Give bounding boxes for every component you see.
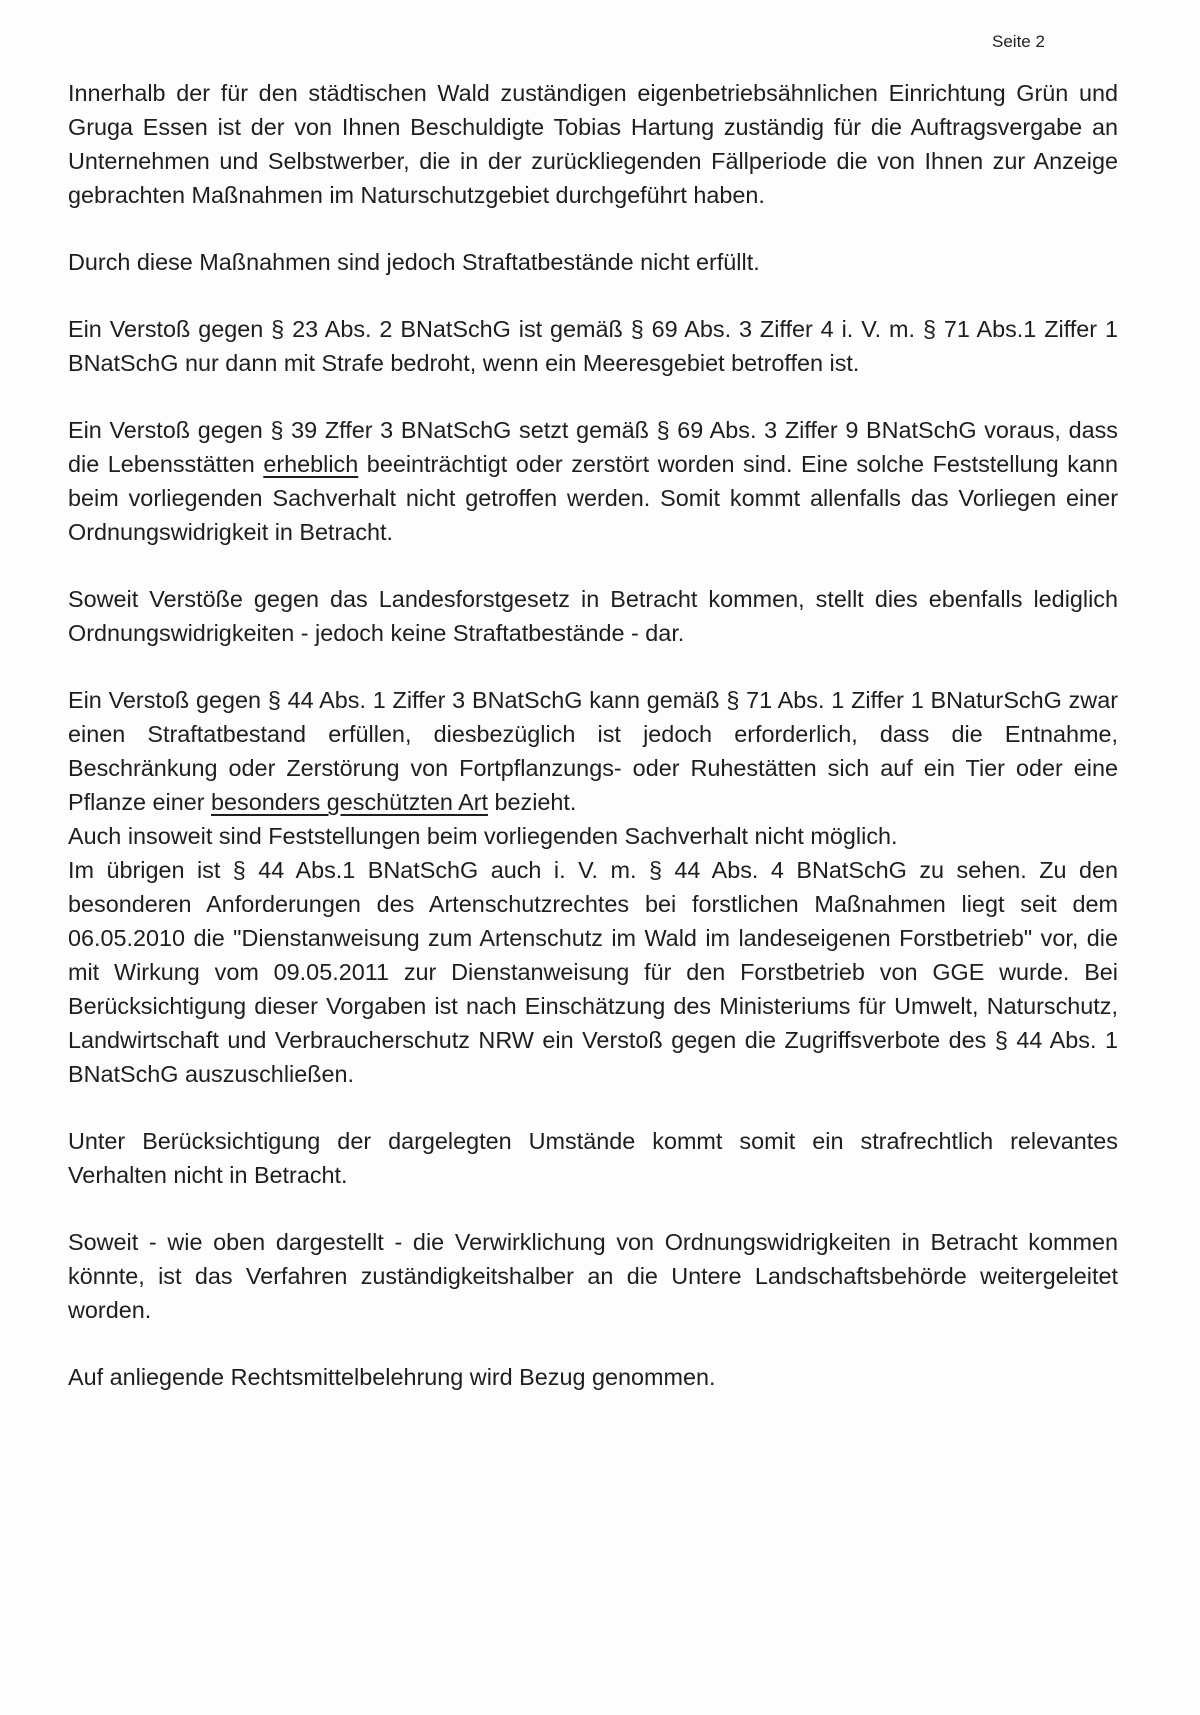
paragraph-section-39-text-before: Ein Verstoß gegen § 39 Zffer 3 BNatSchG setzt gemäß § 69 Abs. 3 Ziffer 9 BNatSchG voraus, dass die Lebensstätten [68,417,1118,477]
paragraph-no-offence: Durch diese Maßnahmen sind jedoch Straftatbestände nicht erfüllt. [68,249,760,275]
underlined-term-erheblich: erheblich [263,451,359,477]
paragraph-forwarded: Soweit - wie oben dargestellt - die Verwirklichung von Ordnungswidrigkeiten in Betracht kommen könnte, ist das Verfahren zuständigkeitshalber an die Untere Landschaftsbehörde weitergeleitet worden. [68,1229,1118,1323]
paragraph-section-39 [68,413,1118,549]
paragraph-section-44-text-before: Ein Verstoß gegen § 44 Abs. 1 Ziffer 3 BNatSchG kann gemäß § 71 Abs. 1 Ziffer 1 BNaturSchG zwar einen Straftatbestand erfüllen, diesbezüglich ist jedoch erforderlich, dass die Entnahme, Beschränkung oder Zerstörung von Fortpflanzungs- oder Ruhestätten sich auf ein Tier oder eine Pflanze einer [68,687,1118,815]
paragraph-landesforstgesetz: Soweit Verstöße gegen das Landesforstgesetz in Betracht kommen, stellt dies ebenfalls lediglich Ordnungswidrigkeiten - jedoch keine Straftatbestände - dar. [68,586,1118,646]
paragraph-section-39-text-after: beeinträchtigt oder zerstört worden sind. Eine solche Feststellung kann beim vorliegenden Sachverhalt nicht getroffen werden. Somit kommt allenfalls das Vorliegen einer Ordnungswidrigkeit in Betracht. [68,451,1118,545]
paragraph-responsibility: Innerhalb der für den städtischen Wald zuständigen eigenbetriebsähnlichen Einrichtung Grün und Gruga Essen ist der von Ihnen Beschuldigte Tobias Hartung zuständig für die Auftragsvergabe an Unternehmen und Selbstwerber, die in der zurückliegenden Fällperiode die von Ihnen zur Anzeige gebrachten Maßnahmen im Naturschutzgebiet durchgeführt haben. [68,80,1118,208]
paragraph-section-44 [68,683,1118,819]
paragraph-no-findings: Auch insoweit sind Feststellungen beim vorliegenden Sachverhalt nicht möglich. [68,823,898,849]
paragraph-legal-remedy: Auf anliegende Rechtsmittelbelehrung wird Bezug genommen. [68,1364,716,1390]
letter-body [68,76,1118,1427]
paragraph-section-44-text-after: bezieht. [488,789,577,815]
page-number: Seite 2 [992,32,1045,51]
paragraph-conclusion: Unter Berücksichtigung der dargelegten Umstände kommt somit ein strafrechtlich relevantes Verhalten nicht in Betracht. [68,1128,1118,1188]
paragraph-section-23: Ein Verstoß gegen § 23 Abs. 2 BNatSchG ist gemäß § 69 Abs. 3 Ziffer 4 i. V. m. § 71 Abs.1 Ziffer 1 BNatSchG nur dann mit Strafe bedroht, wenn ein Meeresgebiet betroffen ist. [68,316,1118,376]
paragraph-service-instruction: Im übrigen ist § 44 Abs.1 BNatSchG auch i. V. m. § 44 Abs. 4 BNatSchG zu sehen. Zu den besonderen Anforderungen des Artenschutzrechtes bei forstlichen Maßnahmen liegt seit dem 06.05.2010 die "Dienstanweisung zum Artenschutz im Wald im landeseigenen Forstbetrieb" vor, die mit Wirkung vom 09.05.2011 zur Dienstanweisung für den Forstbetrieb von GGE wurde. Bei Berücksichtigung dieser Vorgaben ist nach Einschätzung des Ministeriums für Umwelt, Naturschutz, Landwirtschaft und Verbraucherschutz NRW ein Verstoß gegen die Zugriffsverbote des § 44 Abs. 1 BNatSchG auszuschließen. [68,857,1118,1087]
underlined-term-protected-species: besonders geschützten Art [211,789,488,815]
